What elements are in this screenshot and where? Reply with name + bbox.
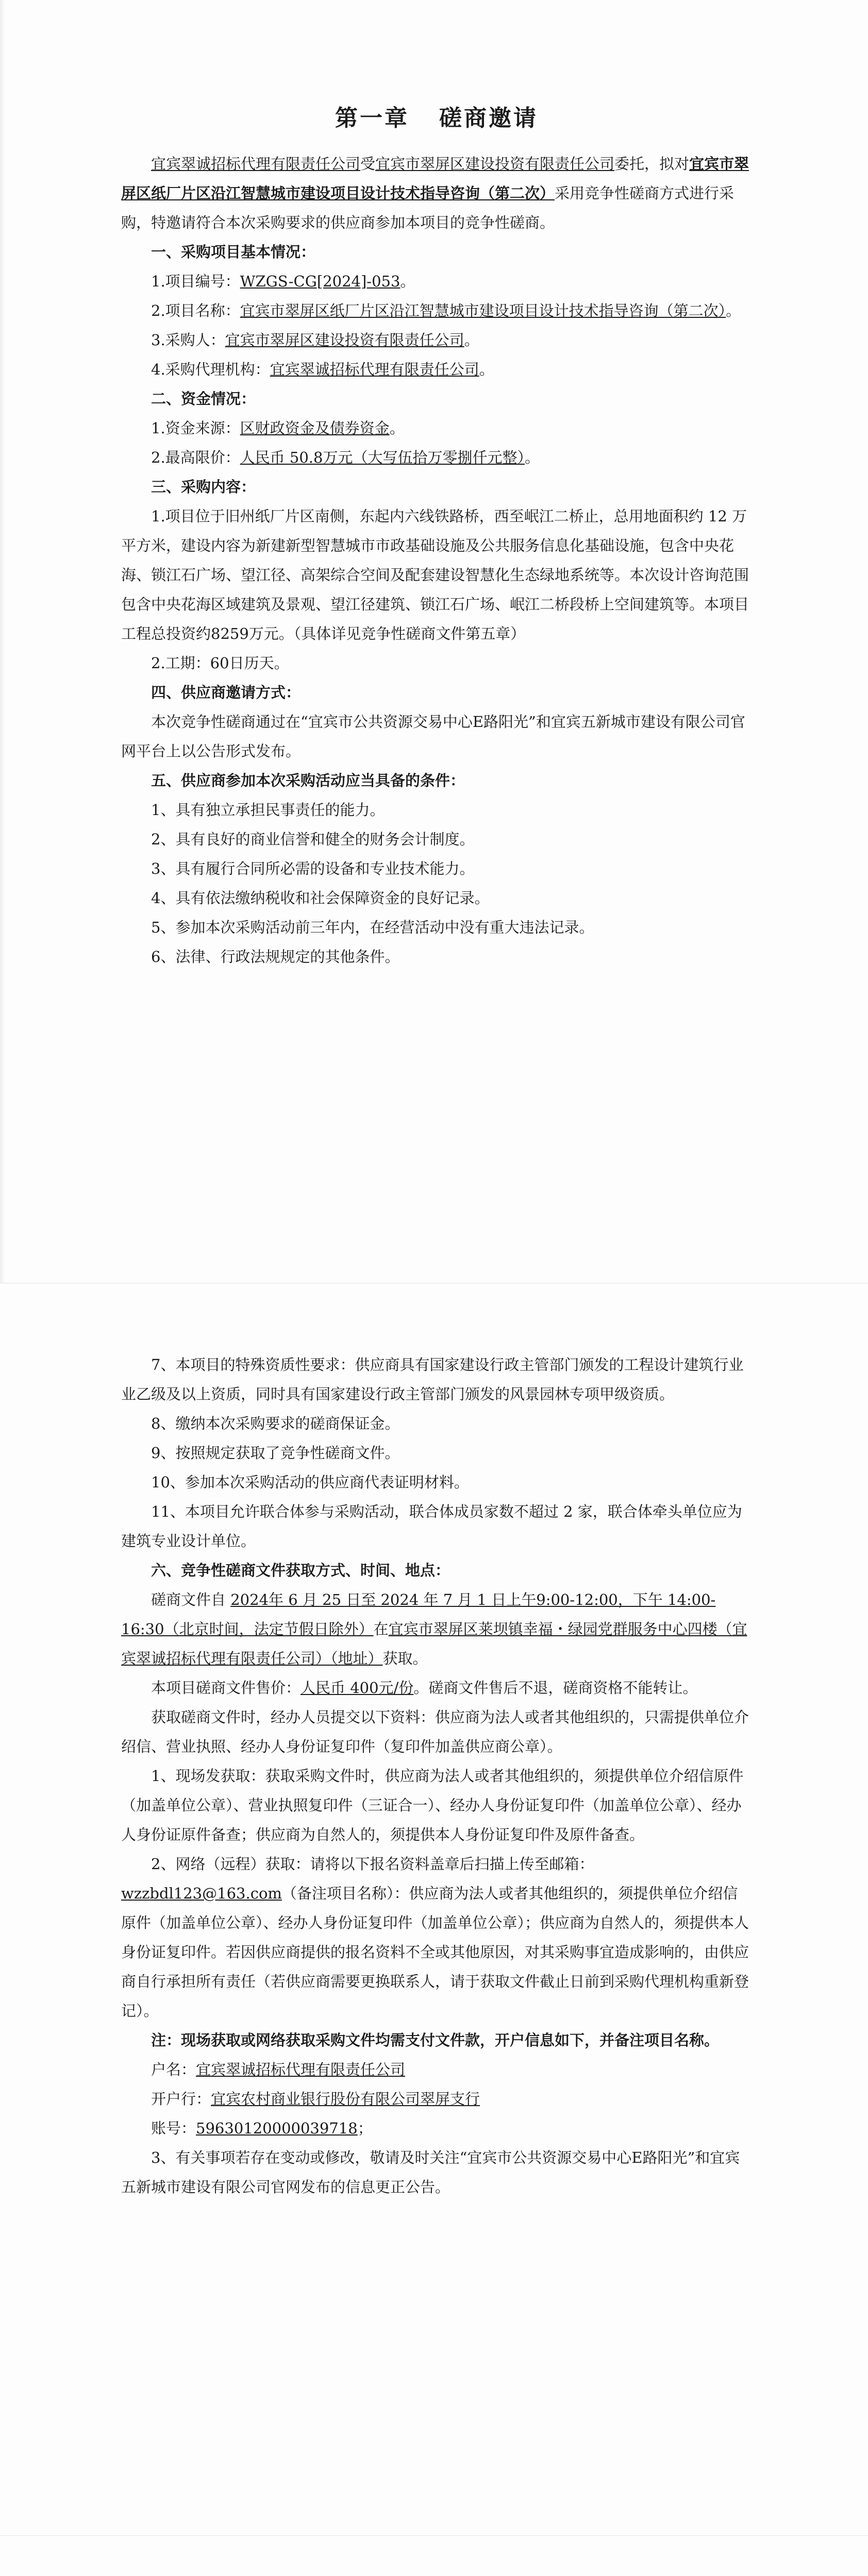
- duration-line: 2.工期：60日历天。: [151, 654, 289, 672]
- account-name-line: [121, 2055, 752, 2084]
- buyer-name: 宜宾市翠屏区建设投资有限责任公司: [375, 155, 615, 173]
- label: 账号：: [151, 2120, 196, 2137]
- project-code-line: [121, 267, 752, 296]
- punct: 。: [400, 273, 415, 290]
- punct: 。: [479, 361, 494, 378]
- text: （备注项目名称）：供应商为法人或者其他组织的，须提供单位介绍信原件（加盖单位公章）、经办人身份证复印件（加盖单位公章）；供应商为自然人的，须提供本人身份证复印件。若因供应商提供的报名资料不全或其他原因，对其采购事宜造成影响的，由供应商自行承担所有责任（若供应商需要更换联系人，请于获取文件截止日前到采购代理机构重新登记）。: [121, 1885, 749, 2020]
- account-bank-line: [121, 2084, 752, 2114]
- section-heading: 六、竞争性磋商文件获取方式、时间、地点：: [151, 1562, 450, 1579]
- online-pickup: [121, 1850, 752, 2026]
- document-price-line: [121, 1673, 752, 1703]
- project-name-line: [121, 296, 752, 326]
- label: 4.采购代理机构：: [151, 361, 270, 378]
- punct: 。: [389, 419, 405, 437]
- content-description: 1.项目位于旧州纸厂片区南侧，东起内六线铁路桥，西至岷江二桥止，总用地面积约 12 万平方米，建设内容为新建新型智慧城市市政基础设施及公共服务信息化基础设施，包含中央花海、锁江石广场、望江径、高架综合空间及配套建设智慧化生态绿地系统等。本次设计咨询范围包含中央花海区域建筑及景观、望江径建筑、锁江石广场、岷江二桥段桥上空间建筑等。本项目工程总投资约8259万元。（具体详见竞争性磋商文件第五章）: [121, 507, 749, 642]
- text: 获取。: [382, 1650, 428, 1667]
- project-name: 宜宾市翠屏区纸厂片区沿江智慧城市建设项目设计技术指导咨询（第二次）: [121, 155, 749, 202]
- page-edge: [0, 0, 5, 1283]
- condition-item: 3、具有履行合同所必需的设备和专业技术能力。: [151, 860, 475, 877]
- account-number-line: [121, 2114, 752, 2143]
- intro-text: 采用竞争性磋商方式进行采购，特邀请符合本次采购要求的供应商参加本项目的竞争性磋商。: [121, 184, 735, 231]
- onsite-pickup: 1、现场发获取：获取采购文件时，供应商为法人或者其他组织的，须提供单位介绍信原件（加盖单位公章）、营业执照复印件（三证合一）、经办人身份证复印件（加盖单位公章）、经办人身份证原件备查；供应商为自然人的，须提供本人身份证复印件及原件备查。: [121, 1767, 744, 1843]
- required-materials: 获取磋商文件时，经办人员提交以下资料：供应商为法人或者其他组织的，只需提供单位介绍信、营业执照、经办人身份证复印件（复印件加盖供应商公章）。: [121, 1708, 749, 1755]
- punct: 。: [524, 449, 540, 466]
- condition-item: 10、参加本次采购活动的供应商代表证明材料。: [151, 1473, 469, 1491]
- agent-line: [121, 355, 752, 384]
- project-code: WZGS-CG[2024]-053: [240, 273, 400, 290]
- condition-item: 2、具有良好的商业信誉和健全的财务会计制度。: [151, 831, 475, 848]
- change-notice: 3、有关事项若存在变动或修改，敬请及时关注“宜宾市公共资源交易中心E路阳光”和宜宾五新城市建设有限公司官网发布的信息更正公告。: [121, 2149, 740, 2196]
- chapter-number: 第一章: [335, 105, 410, 131]
- punct: ；: [357, 2120, 373, 2137]
- document-page-3: [0, 2536, 868, 2576]
- label: 1.资金来源：: [151, 419, 240, 437]
- condition-item: 6、法律、行政法规规定的其他条件。: [151, 948, 400, 965]
- buyer-line: [121, 326, 752, 355]
- section-heading: 一、采购项目基本情况：: [151, 243, 316, 261]
- intro-text: 受: [360, 155, 376, 173]
- account-bank: 宜宾农村商业银行股份有限公司翠屏支行: [211, 2090, 480, 2108]
- intro-text: 委托，拟对: [614, 155, 690, 173]
- label: 1.项目编号：: [151, 273, 240, 290]
- max-price-line: [121, 443, 752, 472]
- section-heading: 四、供应商邀请方式：: [151, 684, 301, 701]
- intro-paragraph: [121, 149, 752, 238]
- condition-item: 8、缴纳本次采购要求的磋商保证金。: [151, 1415, 400, 1432]
- condition-item: 1、具有独立承担民事责任的能力。: [151, 801, 385, 819]
- page-2-content: [121, 1350, 752, 2202]
- invitation-method: 本次竞争性磋商通过在“宜宾市公共资源交易中心E路阳光”和宜宾五新城市建设有限公司官网平台上以公告形式发布。: [121, 713, 745, 760]
- agent-name: 宜宾翠诚招标代理有限责任公司: [151, 155, 361, 173]
- condition-item: 9、按照规定获取了竞争性磋商文件。: [151, 1444, 400, 1462]
- label: 开户行：: [151, 2090, 211, 2108]
- condition-item: 11、本项目允许联合体参与采购活动，联合体成员家数不超过 2 家，联合体牵头单位应为建筑专业设计单位。: [121, 1503, 742, 1550]
- chapter-title: [121, 98, 752, 139]
- label: 3.采购人：: [151, 331, 225, 349]
- fund-source-line: [121, 414, 752, 443]
- condition-item: 4、具有依法缴纳税收和社会保障资金的良好记录。: [151, 889, 490, 907]
- email-address: wzzbdl123@163.com: [121, 1885, 282, 1902]
- condition-item: 5、参加本次采购活动前三年内，在经营活动中没有重大违法记录。: [151, 919, 594, 936]
- section-heading: 二、资金情况：: [151, 390, 256, 408]
- document-page-2: [0, 1283, 868, 2535]
- account-name: 宜宾翠诚招标代理有限责任公司: [196, 2061, 406, 2078]
- text: 本项目磋商文件售价：: [151, 1679, 301, 1697]
- document-page-1: [0, 0, 868, 1283]
- text: 磋商文件自: [151, 1591, 231, 1608]
- section-heading: 三、采购内容：: [151, 478, 256, 496]
- page-1-content: [121, 98, 752, 972]
- price: 人民币 400元/份: [301, 1679, 414, 1697]
- buyer-value: 宜宾市翠屏区建设投资有限责任公司: [225, 331, 464, 349]
- time-range: 2024年 6 月 25 日至 2024 年 7 月 1 日上午9:00-12:00，下午 14:00-16:30（北京时间，法定节假日除外）: [121, 1591, 716, 1638]
- punct: 。: [464, 331, 479, 349]
- label: 2.项目名称：: [151, 302, 240, 319]
- account-number: 59630120000039718: [196, 2120, 358, 2137]
- section-heading: 五、供应商参加本次采购活动应当具备的条件：: [151, 772, 465, 789]
- max-price: 人民币 50.8万元（大写伍拾万零捌仟元整）: [240, 449, 525, 466]
- payment-note: 注：现场获取或网络获取采购文件均需支付文件款，开户信息如下，并备注项目名称。: [151, 2031, 720, 2049]
- label: 户名：: [151, 2061, 196, 2078]
- chapter-name: 磋商邀请: [439, 105, 538, 131]
- label: 2.最高限价：: [151, 449, 240, 466]
- punct: 。: [726, 302, 741, 319]
- text: 2、网络（远程）获取：请将以下报名资料盖章后扫描上传至邮箱：: [151, 1855, 594, 1873]
- fund-source: 区财政资金及债券资金: [240, 419, 390, 437]
- text: 在: [373, 1620, 389, 1638]
- address: 宜宾市翠屏区莱坝镇幸福・绿园党群服务中心四楼（宜宾翠诚招标代理有限责任公司）（地址）: [121, 1620, 747, 1667]
- text: 。磋商文件售后不退，磋商资格不能转让。: [413, 1679, 698, 1697]
- condition-item: 7、本项目的特殊资质性要求：供应商具有国家建设行政主管部门颁发的工程设计建筑行业业乙级及以上资质，同时具有国家建设行政主管部门颁发的风景园林专项甲级资质。: [121, 1356, 744, 1403]
- document-time-line: [121, 1585, 752, 1673]
- project-name-value: 宜宾市翠屏区纸厂片区沿江智慧城市建设项目设计技术指导咨询（第二次）: [240, 302, 726, 319]
- agent-value: 宜宾翠诚招标代理有限责任公司: [270, 361, 479, 378]
